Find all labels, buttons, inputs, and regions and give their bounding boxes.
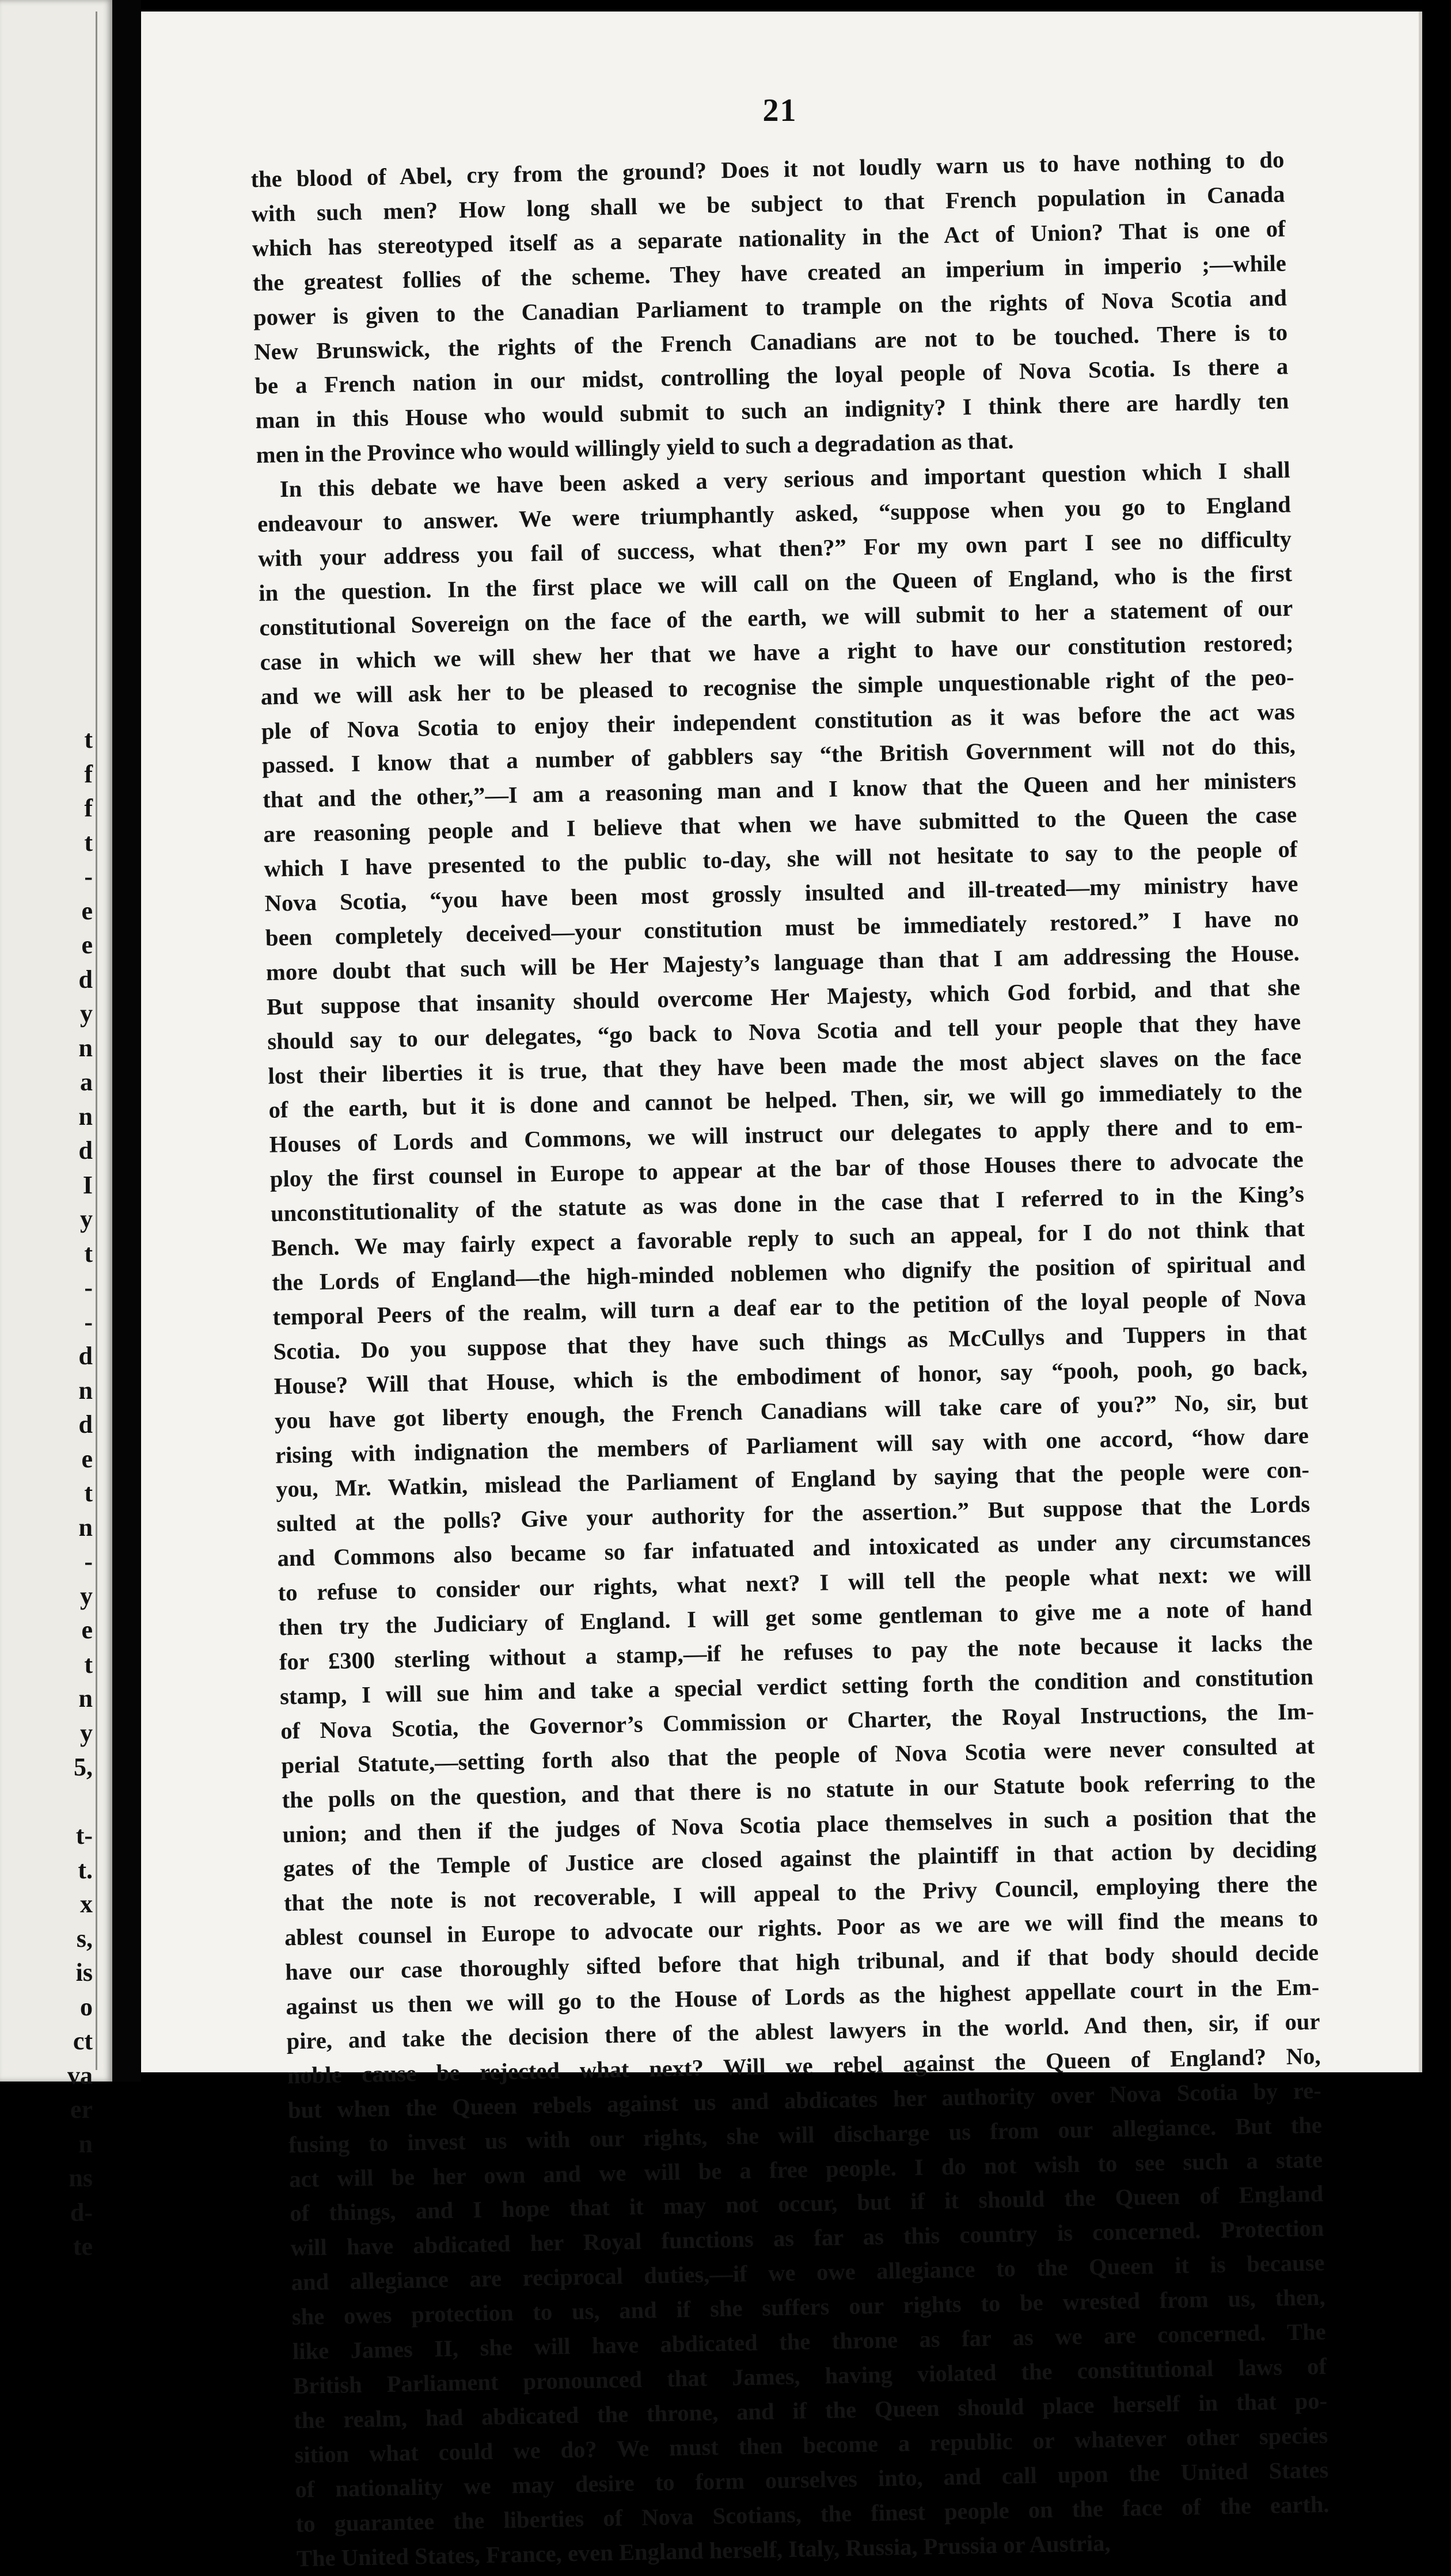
text-line: are reasoning people and I believe that when we have submitted to the Queen the case (263, 801, 1297, 847)
text-line: constitutional Sovereign on the face of the earth, we will submit to her a statement of our (259, 595, 1293, 641)
text-line: The United States, France, even England herself, Italy, Russia, Prussia or Austria, (296, 2529, 1111, 2571)
text-line: more doubt that such will be Her Majesty’s language than that I am addressing the House. (265, 939, 1300, 985)
page-number: 21 (762, 93, 797, 128)
text-line: power is given to the Canadian Parliament to trample on the rights of Nova Scotia and (253, 284, 1287, 330)
text-line: and allegiance are reciprocal duties,—if we owe allegiance to the Queen it is because (291, 2250, 1325, 2296)
text-line: you have got liberty enough, the French Canadians will take care of you?” No, sir, but (274, 1387, 1309, 1434)
text-line: of the earth, but it is done and cannot be helped. Then, sir, we will go immediately to the (268, 1077, 1302, 1124)
text-line: she owes protection to us, and if she suffers our rights to be wrested from us, then, (291, 2284, 1325, 2330)
text-line: that the note is not recoverable, I will appeal to the Privy Council, employing there the (283, 1870, 1318, 1916)
text-line: men in the Province who would willingly yield to such a degradation as that. (256, 427, 1014, 469)
text-line: the blood of Abel, cry from the ground? Does it not loudly warn us to have nothing to do (250, 146, 1285, 192)
text-line: unconstitutionality of the statute as was done in the case that I referred to in the King’s (270, 1181, 1305, 1227)
text-line: passed. I know that a number of gabblers say “the British Government will not do this, (261, 732, 1296, 779)
text-line: case in which we will shew her that we have a right to have our constitution restored; (260, 629, 1294, 675)
text-line: gates of the Temple of Justice are closed against the plaintiff in that action by deciding (283, 1836, 1317, 1882)
previous-page-edge (0, 0, 112, 2261)
binding-gutter (112, 0, 141, 2082)
text-line: man in this House who would submit to such an indignity? I think there are hardly ten (255, 387, 1289, 434)
text-line: stamp, I will sue him and take a special verdict setting forth the condition and constitution (279, 1663, 1314, 1710)
text-line: British Parliament pronounced that James, having violated the constitutional laws of (293, 2353, 1327, 2399)
text-line: perial Statute,—setting forth also that the people of Nova Scotia were never consulted at (281, 1732, 1315, 1779)
text-line: of Nova Scotia, the Governor’s Commission or Charter, the Royal Instructions, the Im- (280, 1698, 1315, 1744)
text-line: which I have presented to the public to-day, she will not hesitate to say to the people of (264, 836, 1298, 882)
text-line: have our case thoroughly sifted before that high tribunal, and if that body should decide (284, 1939, 1319, 1985)
text-line: ablest counsel in Europe to advocate our rights. Poor as we are we will find the means to (284, 1905, 1319, 1951)
text-line: In this debate we have been asked a very serious and important question which I shall (279, 456, 1291, 503)
text-line: fusing to invest us with our rights, she will discharge us from our allegiance. But the (288, 2111, 1323, 2158)
text-line: and we will ask her to be pleased to recognise the simple unquestionable right of the peo- (260, 663, 1294, 710)
text-line: in the question. In the first place we will call on the Queen of England, who is the first (258, 560, 1293, 606)
text-line: Houses of Lords and Commons, we will instruct our delegates to apply there and to em- (269, 1112, 1303, 1158)
text-line: sition what could we do? We must then become a republic or whatever other species (294, 2422, 1328, 2468)
text-line: should say to our delegates, “go back to Nova Scotia and tell your people that they have (267, 1008, 1301, 1055)
text-line: the realm, had abdicated the throne, and if the Queen should place herself in that po- (293, 2387, 1328, 2434)
text-line: ple of Nova Scotia to enjoy their independent constitution as it was before the act was (261, 698, 1296, 744)
text-line: sulted at the polls? Give your authority for the assertion.” But suppose that the Lords (276, 1491, 1311, 1537)
text-line: temporal Peers of the realm, will turn a deaf ear to the petition of the loyal people of Nova (272, 1284, 1306, 1330)
text-line: that and the other,”—I am a reasoning man and I know that the Queen and her ministers (262, 767, 1297, 813)
text-line: pire, and take the decision there of the ablest lawyers in the world. And then, sir, if our (286, 2008, 1320, 2054)
document-page (141, 12, 1422, 2571)
text-line: and Commons also became so far infatuated and intoxicated as under any circumstances (277, 1525, 1311, 1572)
previous-page-text-fragments: t f f t - e e d y n a n d I y t - - d n d e t n - y e t n y 5, t- t. x s, is o ct va er n ns d- te (67, 725, 93, 2261)
text-line: Bench. We may fairly expect a favorable reply to such an appeal, for I do not think that (271, 1215, 1305, 1261)
text-line: to refuse to consider our rights, what next? I will tell the people what next: we will (278, 1560, 1312, 1606)
text-line: with your address you fail of success, what then?” For my own part I see no difficulty (257, 526, 1292, 572)
body-text (250, 143, 1330, 2576)
text-line: But suppose that insanity should overcome Her Majesty, which God forbid, and that she (266, 974, 1301, 1020)
text-line: to guarantee the liberties of Nova Scotians, the finest people on the face of the earth. (295, 2491, 1330, 2537)
text-line: against us then we will go to the House of Lords as the highest appellate court in the Em- (286, 1973, 1320, 2020)
text-line: been completely deceived—your constitution must be immediately restored.” I have no (265, 905, 1299, 951)
text-line: rising with indignation the members of Parliament will say with one accord, “how dare (275, 1422, 1309, 1468)
text-line: will have abdicated her Royal functions as far as this country is concerned. Protection (290, 2215, 1324, 2261)
text-line: lost their liberties it is true, that they have been made the most abject slaves on the face (268, 1042, 1302, 1089)
text-line: with such men? How long shall we be subject to that French population in Canada (251, 181, 1285, 227)
text-line: House? Will that House, which is the embodiment of honor, say “pooh, pooh, go back, (274, 1353, 1308, 1399)
text-line: the polls on the question, and that there is no statute in our Statute book referring to the (282, 1767, 1316, 1813)
text-line: for £300 sterling without a stamp,—if he refuses to pay the note because it lacks the (279, 1629, 1313, 1675)
text-line: of nationality we may desire to form ourselves into, and call upon the United States (295, 2456, 1329, 2502)
text-line: Nova Scotia, “you have been most grossly insulted and ill-treated—my ministry have (264, 870, 1298, 916)
text-line: New Brunswick, the rights of the French Canadians are not to be touched. There is to (253, 319, 1288, 365)
text-line: the Lords of England—the high-minded noblemen who dignify the position of spiritual and (271, 1250, 1306, 1296)
text-line: the greatest follies of the scheme. They have created an imperium in imperio ;—while (252, 250, 1287, 296)
text-line: endeavour to answer. We were triumphantly asked, “suppose when you go to England (257, 491, 1292, 537)
page-edge-line (96, 12, 97, 2070)
text-line: ploy the first counsel in Europe to appear at the bar of those Houses there to advocate the (269, 1146, 1304, 1192)
text-line: like James II, she will have abdicated the throne as far as we are concerned. The (292, 2318, 1327, 2365)
text-line: you, Mr. Watkin, mislead the Parliament of England by saying that the people were con- (275, 1456, 1310, 1503)
text-line: be a French nation in our midst, controlling the loyal people of Nova Scotia. Is there a (255, 353, 1289, 399)
text-line: Scotia. Do you suppose that they have such things as McCullys and Tuppers in that (273, 1318, 1307, 1365)
text-line: union; and then if the judges of Nova Scotia place themselves in such a position that the (282, 1801, 1316, 1847)
text-line: act will be her own and we will be a free people. I do not wish to see such a state (288, 2146, 1323, 2192)
text-line: but when the Queen rebels against us and abdicates her authority over Nova Scotia by re- (287, 2077, 1322, 2124)
text-line: which has stereotyped itself as a separate nationality in the Act of Union? That is one of (252, 215, 1286, 261)
text-line: noble cause be rejected what next? Will we rebel against the Queen of England? No, (287, 2042, 1321, 2089)
text-line: of things, and I hope that it may not occur, but if it should the Queen of England (289, 2181, 1324, 2227)
text-line: then try the Judiciary of England. I will get some gentleman to give me a note of hand (278, 1595, 1312, 1641)
